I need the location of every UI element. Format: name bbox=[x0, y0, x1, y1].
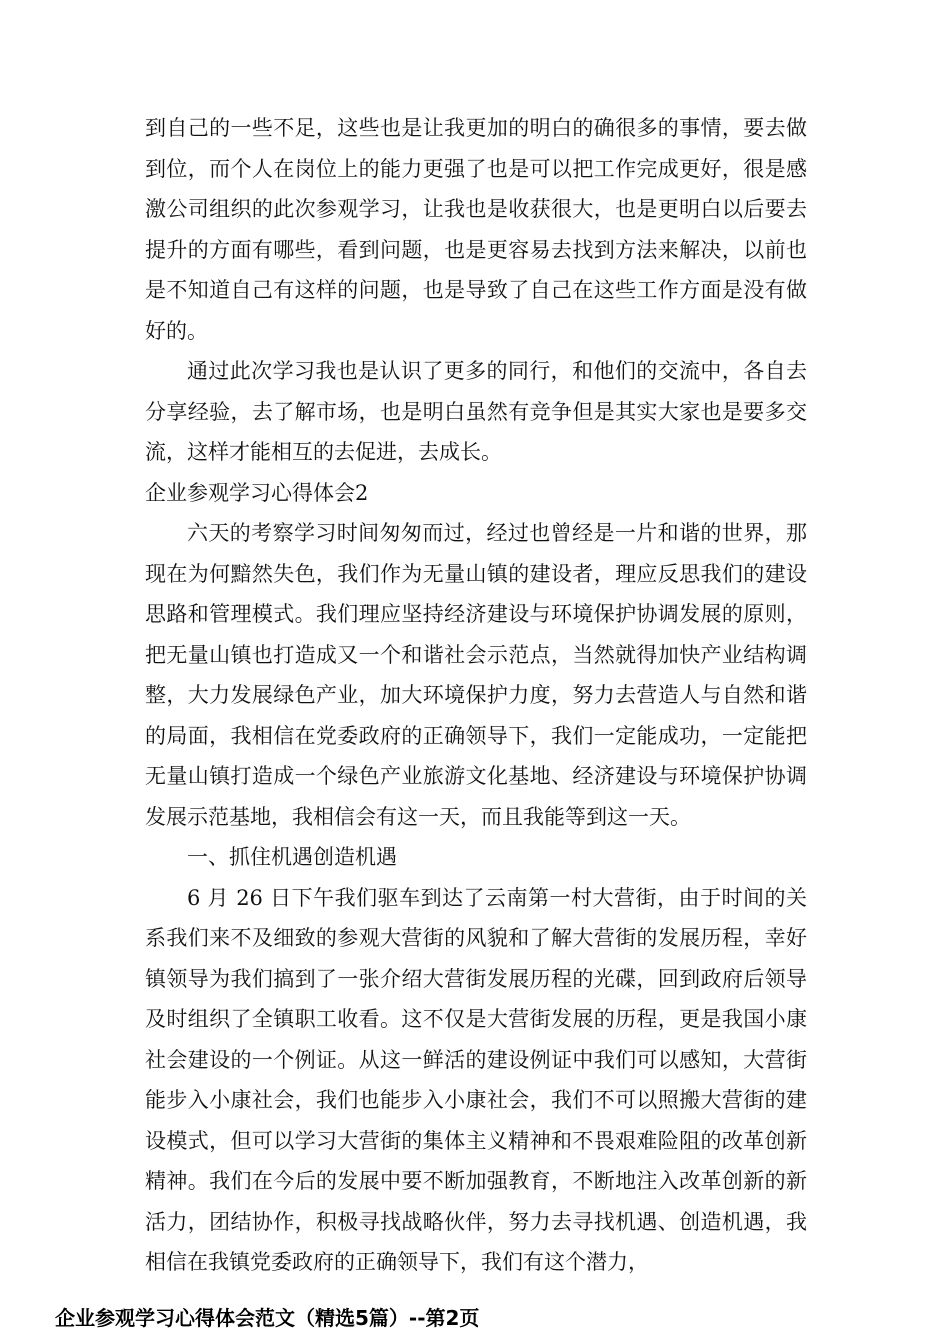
document-body bbox=[145, 108, 807, 1283]
paragraph-continued: 到自己的一些不足，这些也是让我更加的明白的确很多的事情，要去做到位，而个人在岗位上的能力更强了也是可以把工作完成更好，很是感激公司组织的此次参观学习，让我也是收获很大，也是更明白以后要去提升的方面有哪些，看到问题，也是更容易去找到方法来解决，以前也是不知道自己有这样的问题，也是导致了自己在这些工作方面是没有做好的。 bbox=[145, 116, 807, 343]
subheading-opportunity: 一、抓住机遇创造机遇 bbox=[187, 845, 397, 869]
page-footer: 企业参观学习心得体会范文（精选5篇）--第2页 bbox=[55, 1306, 480, 1330]
paragraph-exchange: 通过此次学习我也是认识了更多的同行，和他们的交流中，各自去分享经验，去了解市场，也是明白虽然有竞争但是其实大家也是要多交流，这样才能相互的去促进，去成长。 bbox=[145, 359, 807, 464]
paragraph-study-trip: 六天的考察学习时间匆匆而过，经过也曾经是一片和谐的世界，那现在为何黯然失色，我们作为无量山镇的建设者，理应反思我们的建设思路和管理模式。我们理应坚持经济建设与环境保护协调发展的原则，把无量山镇也打造成又一个和谐社会示范点，当然就得加快产业结构调整，大力发展绿色产业，加大环境保护力度，努力去营造人与自然和谐的局面，我相信在党委政府的正确领导下，我们一定能成功，一定能把无量山镇打造成一个绿色产业旅游文化基地、经济建设与环境保护协调发展示范基地，我相信会有这一天，而且我能等到这一天。 bbox=[145, 521, 807, 829]
section-title: 企业参观学习心得体会2 bbox=[145, 480, 369, 505]
paragraph-dayingjie: 6 月 26 日下午我们驱车到达了云南第一村大营街，由于时间的关系我们来不及细致的参观大营街的风貌和了解大营街的发展历程，幸好镇领导为我们搞到了一张介绍大营街发展历程的光碟，回到政府后领导及时组织了全镇职工收看。这不仅是大营街发展的历程，更是我国小康社会建设的一个例证。从这一鲜活的建设例证中我们可以感知，大营街能步入小康社会，我们也能步入小康社会，我们不可以照搬大营街的建设模式，但可以学习大营街的集体主义精神和不畏艰难险阻的改革创新精神。我们在今后的发展中要不断加强教育，不断地注入改革创新的新活力，团结协作，积极寻找战略伙伴，努力去寻找机遇、创造机遇，我相信在我镇党委政府的正确领导下，我们有这个潜力， bbox=[145, 885, 807, 1274]
